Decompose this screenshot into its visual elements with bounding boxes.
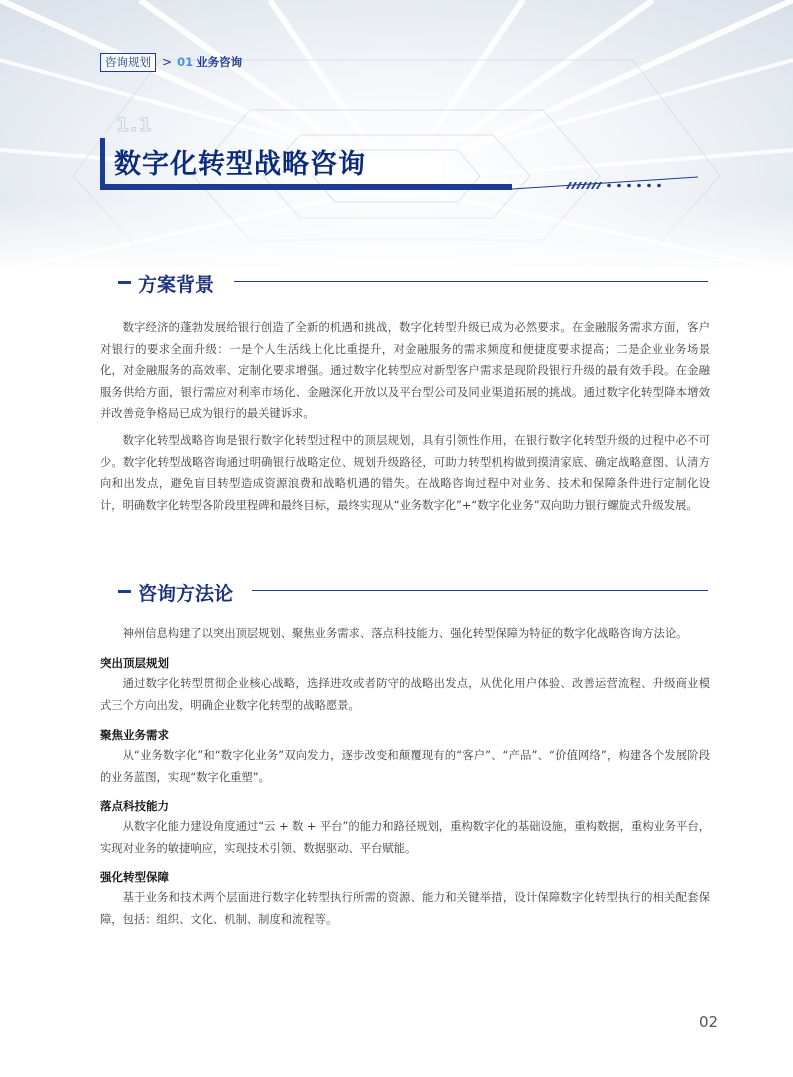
paragraph: 数字化转型战略咨询是银行数字化转型过程中的顶层规划，具有引领性作用，在银行数字化转型升级的过程中必不可少。数字化转型战略咨询通过明确银行战略定位、规划升级路径，可助力转型机构做到摸清家底、确定战略意图、认清方向和出发点，避免盲目转型造成资源浪费和战略机遇的错失。在战略咨询过程中对业务、技术和保障条件进行定制化设计，明确数字化转型各阶段里程碑和最终目标，最终实现从“业务数字化”+“数字化业务”双向助力银行螺旋式升级发展。 [100, 434, 710, 512]
page-title: 数字化转型战略咨询 [114, 149, 366, 180]
section-divider [234, 281, 708, 282]
chevron-right-icon: > [162, 55, 173, 69]
paragraph: 数字经济的蓬勃发展给银行创造了全新的机遇和挑战，数字化转型升级已成为必然要求。在金融服务需求方面，客户对银行的要求全面升级：一是个人生活线上化比重提升，对金融服务的需求频度和便捷度要求提高；二是企业业务场景化，对金融服务的高效率、定制化要求增强。通过数字化转型应对新型客户需求是现阶段银行升级的最有效手段。在金融服务供给方面，银行需应对利率市场化、金融深化开放以及平台型公司及同业渠道拓展的挑战。通过数字化转型降本增效并改善竞争格局已成为银行的最关键诉求。 [100, 321, 710, 420]
item-title: 落点科技能力 [100, 799, 169, 813]
section-marker [118, 590, 131, 593]
section-marker [118, 281, 131, 284]
item-title: 突出顶层规划 [100, 656, 169, 670]
breadcrumb-current: 业务咨询 [196, 55, 243, 69]
item-text: 从“业务数字化”和“数字化业务”双向发力，逐步改变和颠覆现有的“客户”、“产品”、“价值网络”，构建各个发展阶段的业务蓝图，实现“数字化重塑”。 [100, 749, 710, 784]
item-title: 聚焦业务需求 [100, 728, 169, 742]
hero-fade [0, 200, 793, 272]
title-underline-decoration [100, 176, 700, 192]
page-number: 02 [699, 1013, 719, 1031]
breadcrumb-number: 01 [177, 55, 194, 69]
section-heading-background: 方案背景 [138, 274, 215, 296]
hero-background [0, 0, 793, 272]
paragraph: 神州信息构建了以突出顶层规划、聚焦业务需求、落点科技能力、强化转型保障为特征的数字化战略咨询方法论。 [122, 627, 688, 640]
breadcrumb [100, 52, 242, 72]
item-text: 基于业务和技术两个层面进行数字化转型执行所需的资源、能力和关键举措，设计保障数字化转型执行的相关配套保障，包括：组织、文化、机制、制度和流程等。 [100, 891, 710, 926]
item-text: 通过数字化转型贯彻企业核心战略，选择进攻或者防守的战略出发点，从优化用户体验、改善运营流程、升级商业模式三个方向出发，明确企业数字化转型的战略愿景。 [100, 677, 710, 712]
item-text: 从数字化能力建设角度通过“云 + 数 + 平台”的能力和路径规划，重构数字化的基础设施，重构数据，重构业务平台，实现对业务的敏捷响应，实现技术引领、数据驱动、平台赋能。 [100, 820, 710, 855]
section-heading-methodology: 咨询方法论 [138, 583, 234, 605]
section-divider [252, 590, 708, 591]
section-number: 1.1 [116, 114, 153, 136]
breadcrumb-category[interactable]: 咨询规划 [100, 53, 156, 72]
item-title: 强化转型保障 [100, 870, 169, 884]
